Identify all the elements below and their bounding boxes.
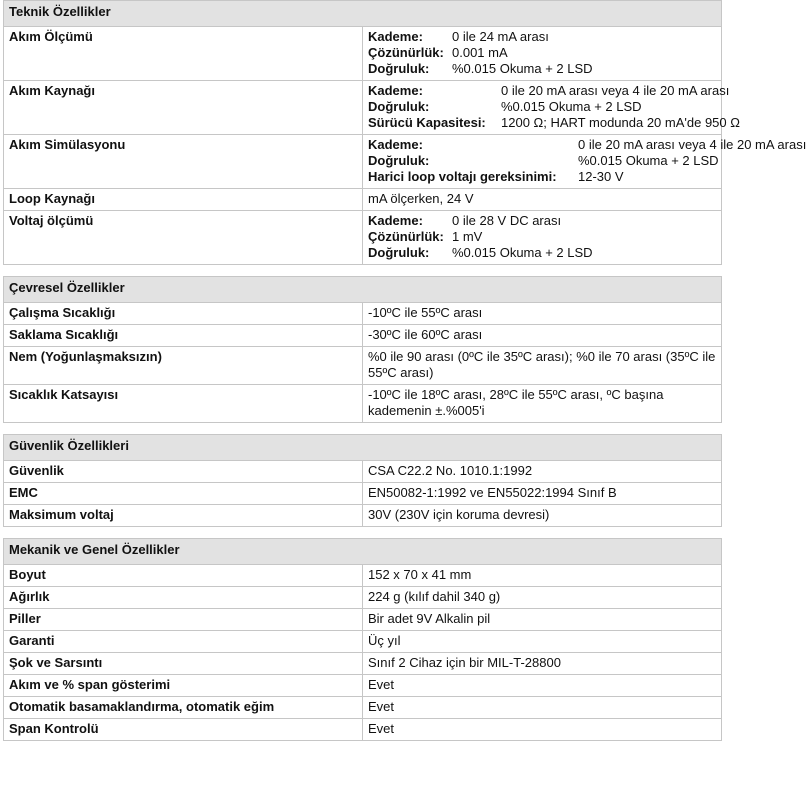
mechanical-specs-table <box>3 538 722 741</box>
spec-label: Ağırlık <box>4 587 363 609</box>
spec-row-current-simulation <box>4 135 722 189</box>
spec-row-storage-temp <box>4 325 722 347</box>
spec-label: Garanti <box>4 631 363 653</box>
spec-row-span-control <box>4 719 722 741</box>
spec-label: Güvenlik <box>4 461 363 483</box>
spec-key-value: %0.015 Okuma + 2 LSD <box>501 99 642 114</box>
spec-label: Nem (Yoğunlaşmaksızın) <box>4 347 363 385</box>
spec-value: -10ºC ile 55ºC arası <box>363 303 722 325</box>
spec-row-voltage-measurement <box>4 211 722 265</box>
spec-label: Saklama Sıcaklığı <box>4 325 363 347</box>
spec-label: Boyut <box>4 565 363 587</box>
environmental-specs-table <box>3 276 722 423</box>
spec-key: Kademe: <box>368 213 423 228</box>
spec-value: 152 x 70 x 41 mm <box>363 565 722 587</box>
spec-kv-drive-capacity <box>368 115 740 131</box>
spec-key-value: 0 ile 28 V DC arası <box>452 213 562 228</box>
spec-kv-resolution <box>368 45 716 61</box>
spec-row-warranty <box>4 631 722 653</box>
spec-row-safety <box>4 461 722 483</box>
spec-key: Kademe: <box>368 29 423 44</box>
spec-value: mA ölçerken, 24 V <box>363 189 722 211</box>
spec-label: Voltaj ölçümü <box>4 211 363 265</box>
spec-label: Loop Kaynağı <box>4 189 363 211</box>
spec-value <box>363 81 740 135</box>
spec-label: Çalışma Sıcaklığı <box>4 303 363 325</box>
spec-kv-range <box>368 213 716 229</box>
spec-value: Sınıf 2 Cihaz için bir MIL-T-28800 <box>363 653 722 675</box>
spec-key: Harici loop voltajı gereksinimi: <box>368 169 557 184</box>
spec-key-value: 0.001 mA <box>452 45 508 60</box>
spec-value: Evet <box>363 697 722 719</box>
spec-row-operating-temp <box>4 303 722 325</box>
spec-label: Akım Simülasyonu <box>4 135 363 189</box>
spec-label: Akım Ölçümü <box>4 27 363 81</box>
spec-label: Maksimum voltaj <box>4 505 363 527</box>
spec-key-value: 1 mV <box>452 229 483 244</box>
spec-value: -10ºC ile 18ºC arası, 28ºC ile 55ºC arası, ºC başına kademenin ±.%005'i <box>363 385 722 423</box>
spec-value <box>363 135 806 189</box>
spec-key-value: 0 ile 24 mA arası <box>452 29 549 44</box>
section-title: Güvenlik Özellikleri <box>4 435 722 461</box>
spec-kv-resolution <box>368 229 716 245</box>
section-technical <box>3 0 806 265</box>
spec-kv-accuracy <box>368 153 719 169</box>
spec-row-span-display <box>4 675 722 697</box>
spec-key: Doğruluk: <box>368 61 430 76</box>
spec-label: Otomatik basamaklandırma, otomatik eğim <box>4 697 363 719</box>
spec-label: Piller <box>4 609 363 631</box>
spec-row-loop-source <box>4 189 722 211</box>
section-environmental <box>3 276 722 423</box>
spec-key-value: %0.015 Okuma + 2 LSD <box>452 61 593 76</box>
spec-row-max-voltage <box>4 505 722 527</box>
section-safety <box>3 434 722 527</box>
spec-row-current-measurement <box>4 27 722 81</box>
spec-row-weight <box>4 587 722 609</box>
spec-kv-accuracy <box>368 61 716 77</box>
spec-key: Kademe: <box>368 137 423 152</box>
spec-value: 30V (230V için koruma devresi) <box>363 505 722 527</box>
section-title: Teknik Özellikler <box>4 1 722 27</box>
section-mechanical <box>3 538 722 741</box>
spec-label: Akım ve % span gösterimi <box>4 675 363 697</box>
spec-key-value: %0.015 Okuma + 2 LSD <box>578 153 719 168</box>
spec-kv-accuracy <box>368 99 716 115</box>
section-title: Çevresel Özellikler <box>4 277 722 303</box>
spec-key: Çözünürlük: <box>368 229 444 244</box>
spec-key: Kademe: <box>368 83 423 98</box>
spec-sheet <box>3 0 806 741</box>
spec-row-auto-stepping <box>4 697 722 719</box>
technical-specs-table <box>3 0 806 265</box>
spec-row-batteries <box>4 609 722 631</box>
spec-row-temp-coefficient <box>4 385 722 423</box>
spec-row-shock-vibration <box>4 653 722 675</box>
spec-row-current-source <box>4 81 722 135</box>
spec-key-value: %0.015 Okuma + 2 LSD <box>452 245 593 260</box>
spec-value: -30ºC ile 60ºC arası <box>363 325 722 347</box>
spec-row-size <box>4 565 722 587</box>
spec-key-value: 12-30 V <box>578 169 624 184</box>
spec-key-value: 0 ile 20 mA arası veya 4 ile 20 mA arası <box>501 83 730 98</box>
spec-value: Evet <box>363 675 722 697</box>
spec-value: Üç yıl <box>363 631 722 653</box>
spec-row-emc <box>4 483 722 505</box>
spec-kv-range <box>368 137 806 153</box>
safety-specs-table <box>3 434 722 527</box>
spec-value: EN50082-1:1992 ve EN55022:1994 Sınıf B <box>363 483 722 505</box>
spec-label: Şok ve Sarsıntı <box>4 653 363 675</box>
spec-key-value: 1200 Ω; HART modunda 20 mA'de 950 Ω <box>501 115 740 130</box>
spec-value: %0 ile 90 arası (0ºC ile 35ºC arası); %0 ile 70 arası (35ºC ile 55ºC arası) <box>363 347 722 385</box>
spec-key: Doğruluk: <box>368 99 430 114</box>
spec-key: Doğruluk: <box>368 245 430 260</box>
section-title: Mekanik ve Genel Özellikler <box>4 539 722 565</box>
spec-kv-accuracy <box>368 245 716 261</box>
spec-label: Span Kontrolü <box>4 719 363 741</box>
spec-kv-range <box>368 29 716 45</box>
spec-value: 224 g (kılıf dahil 340 g) <box>363 587 722 609</box>
spec-label: Sıcaklık Katsayısı <box>4 385 363 423</box>
spec-value: Evet <box>363 719 722 741</box>
spec-kv-loop-voltage <box>368 169 716 185</box>
spec-label: Akım Kaynağı <box>4 81 363 135</box>
spec-key: Sürücü Kapasitesi: <box>368 115 486 130</box>
spec-value: CSA C22.2 No. 1010.1:1992 <box>363 461 722 483</box>
spec-row-humidity <box>4 347 722 385</box>
spec-value <box>363 211 722 265</box>
spec-key: Doğruluk: <box>368 153 430 168</box>
spec-label: EMC <box>4 483 363 505</box>
spec-key: Çözünürlük: <box>368 45 444 60</box>
spec-kv-range <box>368 83 730 99</box>
spec-value <box>363 27 722 81</box>
spec-value: Bir adet 9V Alkalin pil <box>363 609 722 631</box>
spec-key-value: 0 ile 20 mA arası veya 4 ile 20 mA arası <box>578 137 806 152</box>
